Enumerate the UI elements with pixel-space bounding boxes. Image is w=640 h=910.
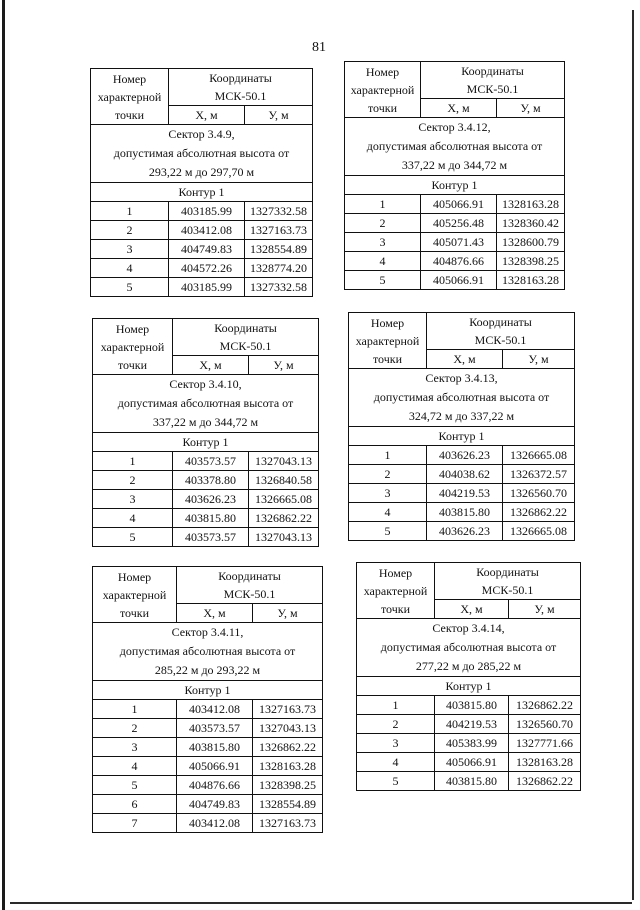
point-number: 2: [91, 221, 169, 240]
table-row: [93, 776, 323, 795]
y-value: 1326665.08: [249, 490, 319, 509]
coordinates-header-cell: [427, 313, 575, 350]
page-edge-right: [632, 10, 634, 900]
point-number: 2: [93, 471, 173, 490]
point-number: 4: [93, 509, 173, 528]
point-number: 4: [91, 259, 169, 278]
table-row: [91, 259, 313, 278]
point-number: 4: [349, 503, 427, 522]
point-number: 3: [357, 734, 435, 753]
y-value: 1328600.79: [497, 233, 565, 252]
coordinate-table: [92, 566, 323, 833]
table-row: [349, 522, 575, 541]
point-header-line1: Номер: [365, 64, 400, 79]
table-row: [93, 490, 319, 509]
table-row: [345, 271, 565, 290]
sector-height-range: 337,22 м до 344,72 м: [152, 415, 259, 429]
x-value: 403626.23: [427, 522, 503, 541]
y-header: У, м: [245, 106, 313, 125]
point-number: 1: [345, 195, 421, 214]
y-value: 1326862.22: [249, 509, 319, 528]
contour-row: [91, 183, 313, 202]
sector-cell: [93, 623, 323, 681]
point-header-line1: Номер: [378, 565, 413, 580]
point-number: 1: [93, 452, 173, 471]
point-number: 2: [93, 719, 177, 738]
y-value: 1326862.22: [509, 772, 581, 791]
sector-height-label: допустимая абсолютная высота от: [119, 644, 296, 658]
coordinates-header-line1: Координаты: [209, 71, 272, 85]
point-number: 3: [93, 738, 177, 757]
y-value: 1328774.20: [245, 259, 313, 278]
x-value: 404219.53: [435, 715, 509, 734]
point-header-cell: [91, 69, 169, 125]
x-value: 404749.83: [169, 240, 245, 259]
coordinate-table: [348, 312, 575, 541]
table-row: [345, 233, 565, 252]
coordinate-table: [356, 562, 581, 791]
x-header: X, м: [427, 350, 503, 369]
x-value: 404876.66: [421, 252, 497, 271]
point-number: 5: [357, 772, 435, 791]
table-row: [93, 814, 323, 833]
header-row: [357, 563, 581, 600]
y-value: 1327043.13: [249, 452, 319, 471]
x-value: 405066.91: [421, 271, 497, 290]
point-number: 5: [91, 278, 169, 297]
table-row: [93, 795, 323, 814]
contour-label: Контур 1: [93, 433, 319, 452]
point-header-line1: Номер: [117, 569, 152, 584]
table-row: [93, 471, 319, 490]
y-value: 1326840.58: [249, 471, 319, 490]
y-header: У, м: [497, 99, 565, 118]
sector-cell: [345, 118, 565, 176]
table-row: [349, 446, 575, 465]
table-row: [349, 484, 575, 503]
sector-height-range: 285,22 м до 293,22 м: [154, 663, 261, 677]
table-row: [349, 503, 575, 522]
sector-height-label: допустимая абсолютная высота от: [373, 390, 550, 404]
coordinate-table: [344, 61, 565, 290]
x-value: 403412.08: [177, 700, 253, 719]
y-value: 1327163.73: [253, 700, 323, 719]
coordinates-header-line2: МСК-50.1: [481, 583, 534, 597]
point-header-cell: [345, 62, 421, 118]
coordinate-table: [90, 68, 313, 297]
sector-cell: [349, 369, 575, 427]
x-header: X, м: [435, 600, 509, 619]
x-value: 404572.26: [169, 259, 245, 278]
table-row: [357, 715, 581, 734]
point-number: 5: [93, 776, 177, 795]
sector-cell: [357, 619, 581, 677]
point-header-line1: Номер: [370, 315, 405, 330]
y-value: 1328163.28: [497, 195, 565, 214]
y-header: У, м: [253, 604, 323, 623]
point-header-line3: точки: [367, 100, 398, 115]
point-number: 5: [349, 522, 427, 541]
point-header-line2: характерной: [100, 339, 165, 354]
point-header-line3: точки: [114, 107, 145, 122]
y-header: У, м: [509, 600, 581, 619]
sector-cell: [91, 125, 313, 183]
x-value: 403815.80: [427, 503, 503, 522]
contour-row: [93, 433, 319, 452]
x-value: 405066.91: [177, 757, 253, 776]
point-header-cell: [93, 319, 173, 375]
contour-row: [357, 677, 581, 696]
x-value: 405066.91: [421, 195, 497, 214]
x-value: 403185.99: [169, 278, 245, 297]
sector-row: [345, 118, 565, 176]
y-value: 1327332.58: [245, 202, 313, 221]
y-value: 1326665.08: [503, 522, 575, 541]
coordinates-header-line2: МСК-50.1: [223, 587, 276, 601]
x-value: 405066.91: [435, 753, 509, 772]
sector-height-label: допустимая абсолютная высота от: [380, 640, 557, 654]
header-row: [349, 313, 575, 350]
point-number: 3: [349, 484, 427, 503]
y-value: 1328163.28: [509, 753, 581, 772]
y-value: 1327163.73: [245, 221, 313, 240]
sector-title: Сектор 3.4.11,: [171, 625, 244, 639]
x-value: 403815.80: [435, 772, 509, 791]
coordinates-header-cell: [173, 319, 319, 356]
y-value: 1328163.28: [497, 271, 565, 290]
x-header: X, м: [177, 604, 253, 623]
sector-title: Сектор 3.4.9,: [168, 127, 235, 141]
table-row: [349, 465, 575, 484]
point-number: 5: [93, 528, 173, 547]
contour-label: Контур 1: [345, 176, 565, 195]
sector-title: Сектор 3.4.12,: [418, 120, 491, 134]
y-value: 1327043.13: [249, 528, 319, 547]
sector-height-label: допустимая абсолютная высота от: [113, 146, 290, 160]
coordinates-header-line2: МСК-50.1: [466, 82, 519, 96]
table-row: [93, 700, 323, 719]
point-number: 3: [93, 490, 173, 509]
y-value: 1327771.66: [509, 734, 581, 753]
table-row: [357, 753, 581, 772]
page-edge-bottom: [10, 902, 632, 904]
table-row: [345, 195, 565, 214]
table-row: [93, 509, 319, 528]
sector-height-range: 337,22 м до 344,72 м: [401, 158, 508, 172]
header-row: [93, 567, 323, 604]
point-header-line2: характерной: [97, 89, 162, 104]
point-header-line3: точки: [119, 605, 150, 620]
contour-row: [345, 176, 565, 195]
table-row: [91, 278, 313, 297]
table-row: [93, 757, 323, 776]
sector-row: [91, 125, 313, 183]
contour-label: Контур 1: [357, 677, 581, 696]
sector-height-range: 293,22 м до 297,70 м: [148, 165, 255, 179]
header-row: [345, 62, 565, 99]
y-value: 1328398.25: [253, 776, 323, 795]
point-header-line2: характерной: [102, 587, 167, 602]
y-value: 1326665.08: [503, 446, 575, 465]
coordinates-header-line1: Координаты: [476, 565, 539, 579]
point-header-line3: точки: [372, 351, 403, 366]
header-row: [91, 69, 313, 106]
sector-row: [357, 619, 581, 677]
table-row: [91, 221, 313, 240]
point-number: 1: [93, 700, 177, 719]
table-row: [345, 214, 565, 233]
table-row: [91, 240, 313, 259]
contour-row: [349, 427, 575, 446]
y-value: 1328398.25: [497, 252, 565, 271]
point-number: 4: [345, 252, 421, 271]
coordinates-header-line2: МСК-50.1: [214, 89, 267, 103]
point-header-line2: характерной: [355, 333, 420, 348]
x-value: 403412.08: [177, 814, 253, 833]
sector-row: [349, 369, 575, 427]
sector-title: Сектор 3.4.13,: [425, 371, 498, 385]
coordinates-header-line1: Координаты: [469, 315, 532, 329]
sector-height-label: допустимая абсолютная высота от: [117, 396, 294, 410]
x-value: 403815.80: [177, 738, 253, 757]
x-value: 403573.57: [177, 719, 253, 738]
point-header-cell: [357, 563, 435, 619]
x-value: 405383.99: [435, 734, 509, 753]
y-value: 1326862.22: [253, 738, 323, 757]
coordinates-header-cell: [169, 69, 313, 106]
point-number: 4: [357, 753, 435, 772]
x-value: 404219.53: [427, 484, 503, 503]
point-header-line3: точки: [117, 357, 148, 372]
point-number: 2: [357, 715, 435, 734]
y-value: 1327043.13: [253, 719, 323, 738]
x-header: X, м: [169, 106, 245, 125]
point-number: 1: [349, 446, 427, 465]
sector-cell: [93, 375, 319, 433]
x-value: 404749.83: [177, 795, 253, 814]
y-value: 1328554.89: [253, 795, 323, 814]
x-value: 403573.57: [173, 452, 249, 471]
point-number: 3: [91, 240, 169, 259]
page-number: 81: [312, 40, 326, 55]
x-value: 403412.08: [169, 221, 245, 240]
coordinate-table: [92, 318, 319, 547]
x-value: 403573.57: [173, 528, 249, 547]
table-row: [93, 719, 323, 738]
y-value: 1326560.70: [509, 715, 581, 734]
y-value: 1327332.58: [245, 278, 313, 297]
y-header: У, м: [503, 350, 575, 369]
coordinates-header-line1: Координаты: [218, 569, 281, 583]
point-header-line1: Номер: [112, 71, 147, 86]
coordinates-header-line1: Координаты: [461, 64, 524, 78]
x-value: 403626.23: [173, 490, 249, 509]
sector-height-label: допустимая абсолютная высота от: [366, 139, 543, 153]
point-header-cell: [93, 567, 177, 623]
y-value: 1326862.22: [509, 696, 581, 715]
coordinates-header-line1: Координаты: [214, 321, 277, 335]
coordinates-header-cell: [435, 563, 581, 600]
contour-label: Контур 1: [93, 681, 323, 700]
x-value: 404876.66: [177, 776, 253, 795]
sector-row: [93, 375, 319, 433]
x-value: 403626.23: [427, 446, 503, 465]
x-value: 405256.48: [421, 214, 497, 233]
y-value: 1327163.73: [253, 814, 323, 833]
contour-label: Контур 1: [91, 183, 313, 202]
point-number: 5: [345, 271, 421, 290]
y-value: 1328360.42: [497, 214, 565, 233]
table-row: [91, 202, 313, 221]
y-value: 1326862.22: [503, 503, 575, 522]
table-row: [357, 696, 581, 715]
sector-height-range: 324,72 м до 337,22 м: [408, 409, 515, 423]
x-value: 403815.80: [173, 509, 249, 528]
point-number: 4: [93, 757, 177, 776]
point-header-line2: характерной: [350, 82, 415, 97]
coordinates-header-cell: [177, 567, 323, 604]
point-header-cell: [349, 313, 427, 369]
point-header-line2: характерной: [363, 583, 428, 598]
point-number: 2: [349, 465, 427, 484]
header-row: [93, 319, 319, 356]
table-row: [345, 252, 565, 271]
table-row: [357, 734, 581, 753]
contour-row: [93, 681, 323, 700]
point-number: 3: [345, 233, 421, 252]
x-value: 403185.99: [169, 202, 245, 221]
table-row: [357, 772, 581, 791]
point-header-line1: Номер: [115, 321, 150, 336]
sector-height-range: 277,22 м до 285,22 м: [415, 659, 522, 673]
sector-title: Сектор 3.4.14,: [432, 621, 505, 635]
x-value: 405071.43: [421, 233, 497, 252]
point-header-line3: точки: [380, 601, 411, 616]
y-value: 1328554.89: [245, 240, 313, 259]
x-header: X, м: [173, 356, 249, 375]
point-number: 7: [93, 814, 177, 833]
point-number: 1: [357, 696, 435, 715]
x-value: 403815.80: [435, 696, 509, 715]
table-row: [93, 528, 319, 547]
y-value: 1326372.57: [503, 465, 575, 484]
y-header: У, м: [249, 356, 319, 375]
coordinates-header-line2: МСК-50.1: [219, 339, 272, 353]
sector-row: [93, 623, 323, 681]
point-number: 1: [91, 202, 169, 221]
x-value: 404038.62: [427, 465, 503, 484]
contour-label: Контур 1: [349, 427, 575, 446]
y-value: 1328163.28: [253, 757, 323, 776]
point-number: 6: [93, 795, 177, 814]
point-number: 2: [345, 214, 421, 233]
sector-title: Сектор 3.4.10,: [169, 377, 242, 391]
coordinates-header-cell: [421, 62, 565, 99]
x-header: X, м: [421, 99, 497, 118]
table-row: [93, 452, 319, 471]
table-row: [93, 738, 323, 757]
coordinates-header-line2: МСК-50.1: [474, 333, 527, 347]
y-value: 1326560.70: [503, 484, 575, 503]
page-edge-left: [2, 0, 5, 910]
x-value: 403378.80: [173, 471, 249, 490]
